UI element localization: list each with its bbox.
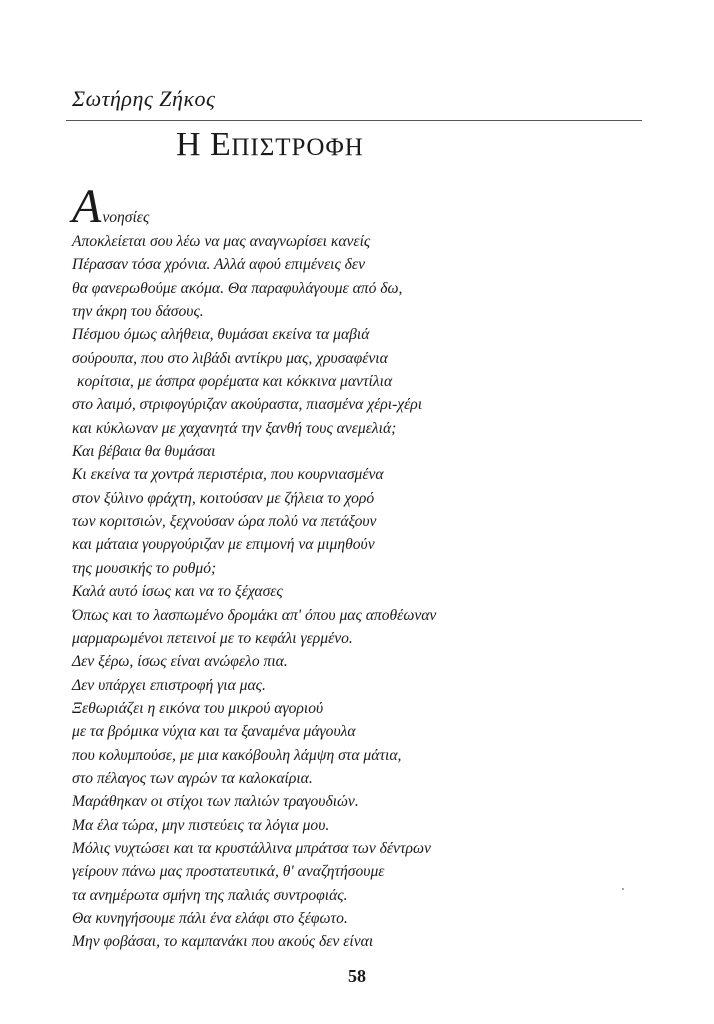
paper-speck (622, 888, 624, 890)
poem-line: με τα βρόμικα νύχια και τα ξαναμένα μάγουλα (72, 723, 356, 741)
poem-title-initial: Η Ε (176, 126, 232, 163)
poem-line: Μόλις νυχτώσει και τα κρυστάλλινα μπράτσα των δέντρων (72, 839, 431, 857)
drop-cap: Α (72, 180, 102, 233)
poem-line (72, 180, 652, 233)
first-line-text: νοησίες (102, 209, 150, 226)
poem-title (176, 126, 364, 164)
poem-title-rest: ΠΙΣΤΡΟΦΗ (231, 134, 364, 161)
poem-line: Δεν ξέρω, ίσως είναι ανώφελο πια. (72, 653, 288, 671)
poem-line: την άκρη του δάσους. (72, 303, 204, 321)
poem-line: Καλά αυτό ίσως και να το ξέχασες (72, 583, 283, 601)
poem-line: Πέρασαν τόσα χρόνια. Αλλά αφού επιμένεις δεν (72, 256, 365, 274)
poem-line: και μάταια γουργούριζαν με επιμονή να μιμηθούν (72, 536, 375, 554)
poem-line: Θα κυνηγήσουμε πάλι ένα ελάφι στο ξέφωτο. (72, 909, 348, 927)
poem-line: Και βέβαια θα θυμάσαι (72, 443, 216, 461)
poem-line: στο λαιμό, στριφογύριζαν ακούραστα, πιασμένα χέρι-χέρι (72, 396, 423, 414)
poem-body (72, 180, 652, 954)
poem-line: στο πέλαγος των αγρών τα καλοκαίρια. (72, 769, 313, 787)
poem-line: κορίτσια, με άσπρα φορέματα και κόκκινα μαντίλια (77, 373, 393, 391)
poem-line: που κολυμπούσε, με μια κακόβουλη λάμψη στα μάτια, (72, 746, 402, 764)
poem-line: στον ξύλινο φράχτη, κοιτούσαν με ζήλεια το χορό (72, 489, 375, 507)
poem-line: της μουσικής το ρυθμό; (72, 559, 217, 577)
poem-line: Όπως και το λασπωμένο δρομάκι απ' όπου μας αποθέωναν (72, 606, 437, 624)
poem-line: Αποκλείεται σου λέω να μας αναγνωρίσει κανείς (72, 233, 371, 250)
poem-line: Κι εκείνα τα χοντρά περιστέρια, που κουρνιασμένα (72, 466, 384, 484)
poem-line: των κοριτσιών, ξεχνούσαν ώρα πολύ να πετάξουν (72, 513, 377, 531)
poem-line: τα ανημέρωτα σμήνη της παλιάς συντροφιάς. (72, 886, 348, 904)
poem-line: γείρουν πάνω μας προστατευτικά, θ' αναζητήσουμε (72, 863, 385, 881)
author-name: Σωτήρης Ζήκος (72, 86, 216, 111)
poem-line: Μαράθηκαν οι στίχοι των παλιών τραγουδιών. (72, 793, 359, 811)
poem-lines (72, 230, 652, 954)
poem-line: θα φανερωθούμε ακόμα. Θα παραφυλάγουμε από δω, (72, 279, 403, 297)
poem-line: Δεν υπάρχει επιστροφή για μας. (72, 676, 266, 694)
poem-line: Ξεθωριάζει η εικόνα του μικρού αγοριού (72, 699, 324, 717)
header-rule (66, 120, 642, 121)
poem-line: Μην φοβάσαι, το καμπανάκι που ακούς δεν είναι (72, 933, 374, 951)
poem-line: Πέσμου όμως αλήθεια, θυμάσαι εκείνα τα μαβιά (72, 326, 370, 344)
poem-line: και κύκλωναν με χαχανητά την ξανθή τους ανεμελιά; (72, 419, 397, 437)
poem-line: μαρμαρωμένοι πετεινοί με το κεφάλι γερμένο. (72, 629, 353, 647)
poem-line: Μα έλα τώρα, μην πιστεύεις τα λόγια μου. (72, 816, 330, 834)
page-number: 58 (348, 966, 366, 986)
poem-line: σούρουπα, που στο λιβάδι αντίκρυ μας, χρυσαφένια (72, 349, 388, 367)
